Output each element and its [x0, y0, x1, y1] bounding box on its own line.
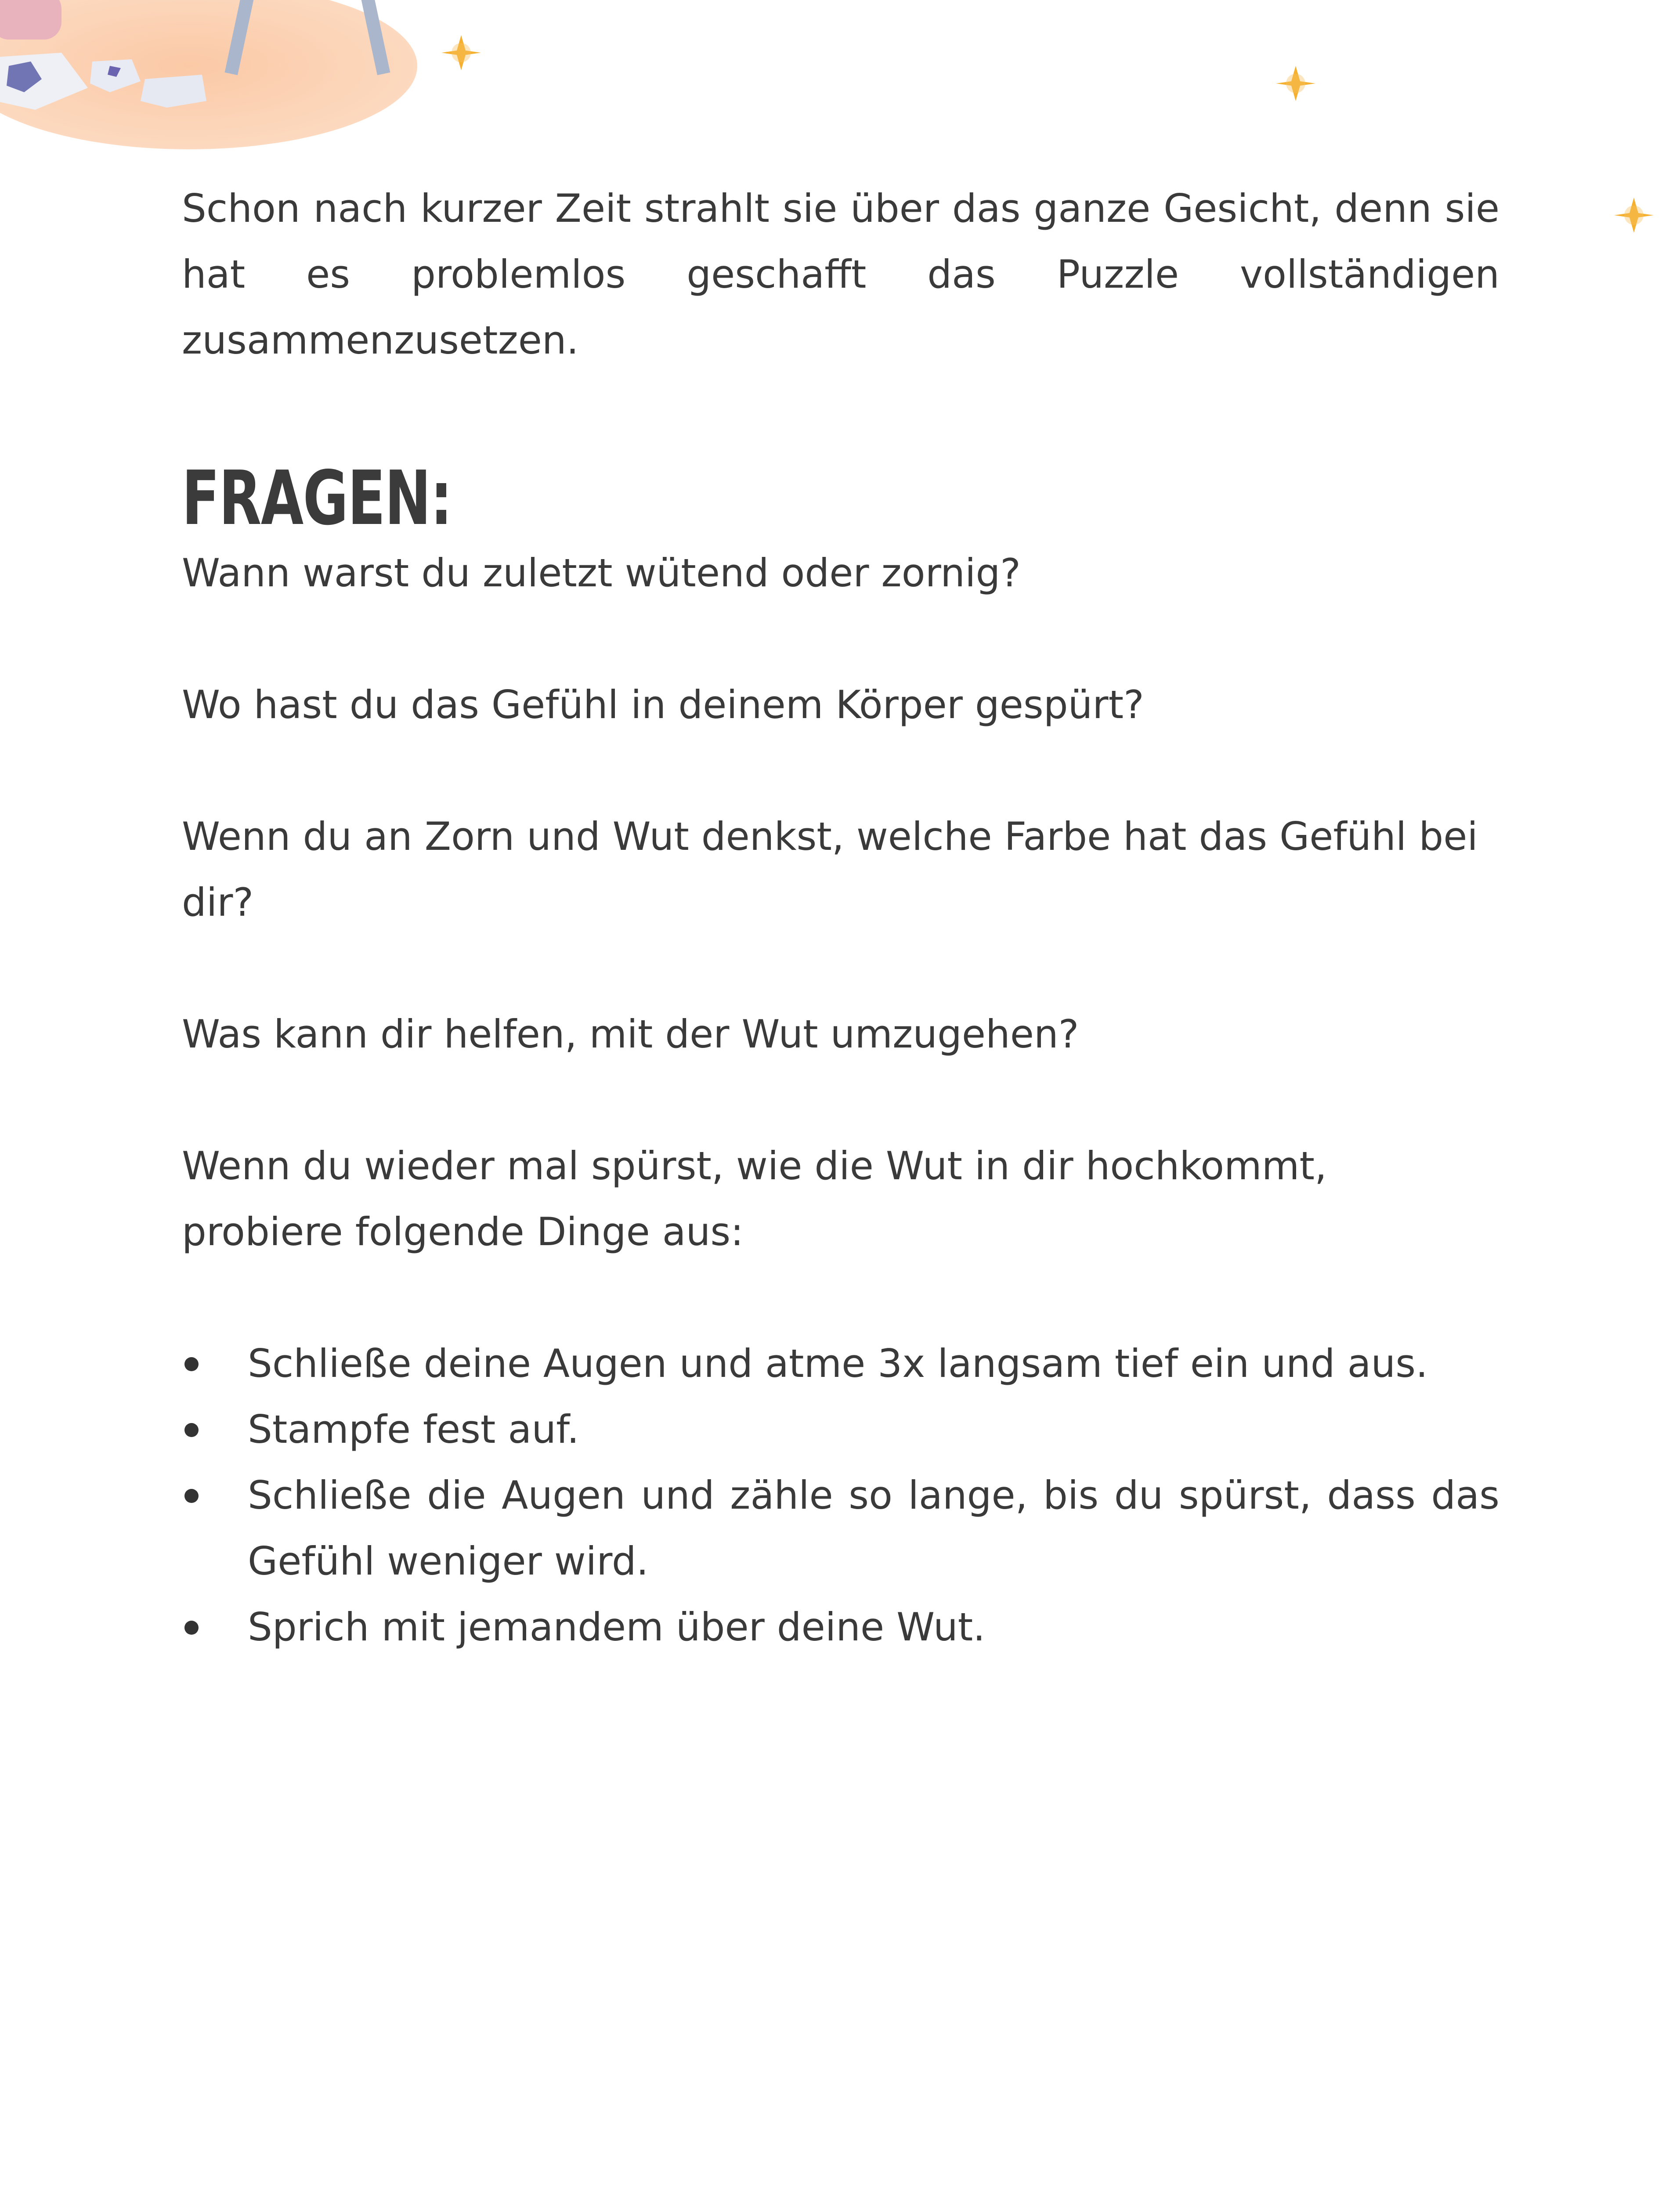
- list-item: [182, 1594, 1499, 1660]
- sparkle-icon: [426, 26, 496, 79]
- tip-text: Schließe die Augen und zähle so lange, bis du spürst, dass das Gefühl weniger wird.: [248, 1473, 1499, 1584]
- list-item: [182, 1463, 1499, 1594]
- bullet-icon: [184, 1357, 199, 1371]
- tips-list: [182, 1331, 1499, 1660]
- sparkle-icon: [1599, 189, 1669, 242]
- question-5: Wenn du wieder mal spürst, wie die Wut in dir hochkommt, probiere folgende Dinge aus:: [182, 1143, 1327, 1254]
- question-4: Was kann dir helfen, mit der Wut umzugehen?: [182, 1011, 1079, 1057]
- questions-heading: FRAGEN:: [182, 455, 452, 542]
- list-item: [182, 1331, 1499, 1397]
- bullet-icon: [184, 1621, 199, 1635]
- sparkle-icon: [1261, 57, 1331, 110]
- table-puzzle-illustration-top: [0, 0, 483, 167]
- bullet-icon: [184, 1489, 199, 1503]
- tip-text: Schließe deine Augen und atme 3x langsam tief ein und aus.: [248, 1341, 1428, 1386]
- intro-paragraph: Schon nach kurzer Zeit strahlt sie über das ganze Gesicht, denn sie hat es problemlos geschafft das Puzzle vollständigen zusammenzusetzen.: [182, 186, 1499, 363]
- bullet-icon: [184, 1423, 199, 1437]
- question-1: Wann warst du zuletzt wütend oder zornig?: [182, 550, 1021, 596]
- list-item: [182, 1397, 1499, 1463]
- page-content: [182, 176, 1499, 1660]
- question-3: Wenn du an Zorn und Wut denkst, welche Farbe hat das Gefühl bei dir?: [182, 814, 1478, 925]
- question-2: Wo hast du das Gefühl in deinem Körper gespürt?: [182, 682, 1144, 727]
- tip-text: Stampfe fest auf.: [248, 1407, 579, 1452]
- tip-text: Sprich mit jemandem über deine Wut.: [248, 1604, 986, 1650]
